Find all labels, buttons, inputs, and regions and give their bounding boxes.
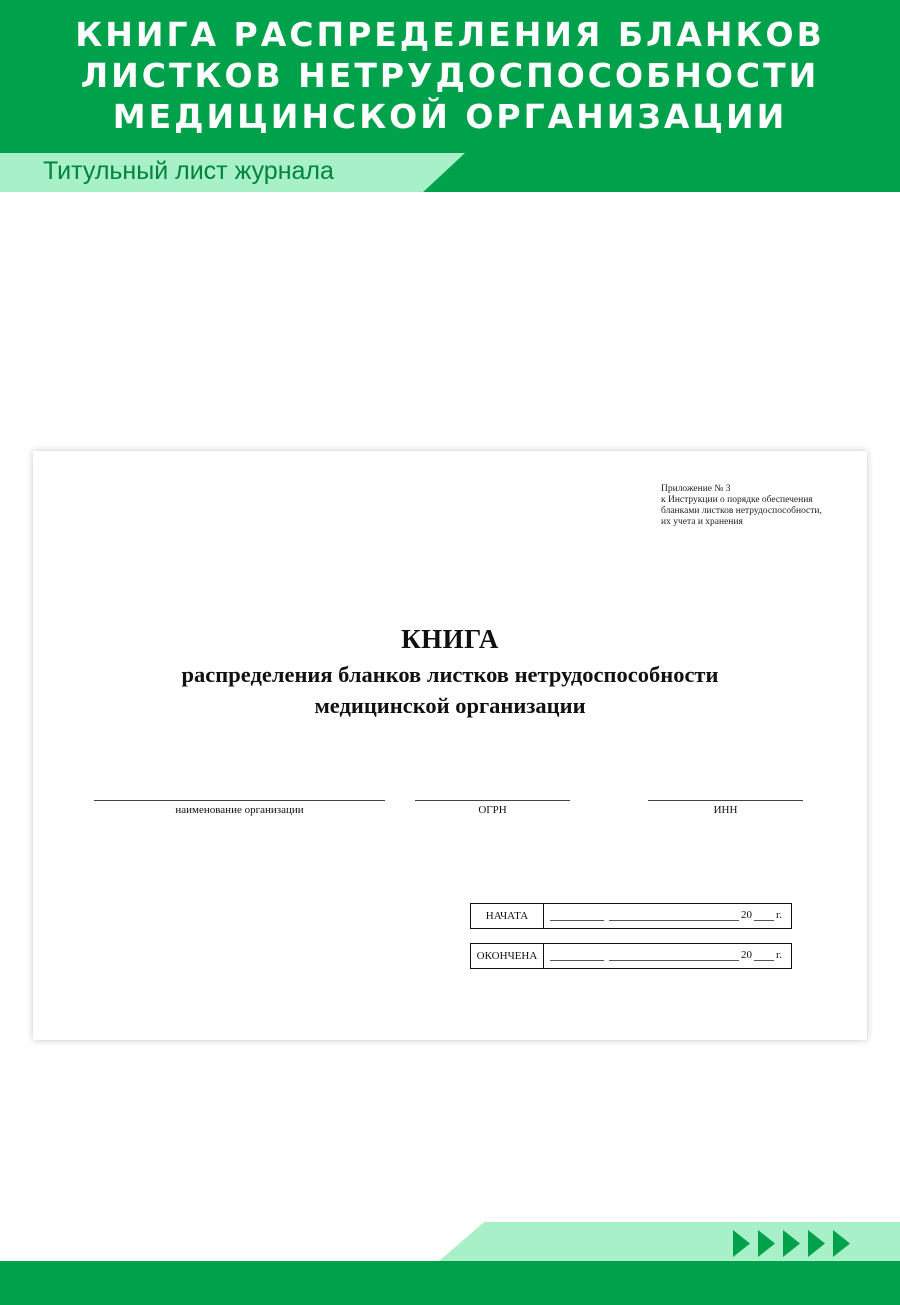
document-subtitle-line-2: медицинской организации bbox=[314, 693, 586, 718]
finished-year-prefix: 20 bbox=[741, 949, 752, 961]
finished-date-fill bbox=[544, 944, 791, 968]
banner-subtitle: Титульный лист журнала bbox=[43, 157, 334, 185]
finished-day-blank bbox=[550, 960, 604, 961]
banner-title-line-3: МЕДИЦИНСКОЙ ОРГАНИЗАЦИИ bbox=[112, 97, 788, 136]
organization-name-line bbox=[94, 800, 385, 801]
document-subtitle-line-1: распределения бланков листков нетрудоспособности bbox=[181, 662, 719, 687]
started-date-fill bbox=[544, 904, 791, 928]
document-sheet bbox=[33, 451, 867, 1040]
document-subtitle bbox=[33, 659, 867, 721]
arrow-right-icon bbox=[783, 1230, 800, 1257]
started-month-blank bbox=[609, 920, 739, 921]
inn-line bbox=[648, 800, 803, 801]
appendix-line-3: бланками листков нетрудоспособности, bbox=[661, 506, 822, 516]
document-title: КНИГА bbox=[401, 624, 499, 654]
finished-month-blank bbox=[609, 960, 739, 961]
appendix-line-4: их учета и хранения bbox=[661, 517, 743, 527]
arrow-right-icon bbox=[758, 1230, 775, 1257]
banner-title-line-1: КНИГА РАСПРЕДЕЛЕНИЯ БЛАНКОВ bbox=[75, 15, 825, 54]
started-date-box bbox=[470, 903, 792, 929]
ogrn-label: ОГРН bbox=[478, 804, 507, 816]
finished-label: ОКОНЧЕНА bbox=[471, 944, 544, 968]
finished-date-box bbox=[470, 943, 792, 969]
arrow-group bbox=[733, 1230, 858, 1257]
inn-label: ИНН bbox=[713, 804, 738, 816]
ogrn-line bbox=[415, 800, 570, 801]
arrow-right-icon bbox=[808, 1230, 825, 1257]
appendix-line-2: к Инструкции о порядке обеспечения bbox=[661, 495, 813, 505]
footer-bar bbox=[0, 1261, 900, 1305]
started-day-blank bbox=[550, 920, 604, 921]
started-label: НАЧАТА bbox=[471, 904, 544, 928]
started-year-blank bbox=[754, 920, 774, 921]
organization-name-label: наименование организации bbox=[175, 804, 304, 816]
banner-title-line-2: ЛИСТКОВ НЕТРУДОСПОСОБНОСТИ bbox=[80, 56, 820, 95]
finished-year-blank bbox=[754, 960, 774, 961]
banner-title bbox=[0, 14, 900, 137]
arrow-right-icon bbox=[733, 1230, 750, 1257]
arrow-right-icon bbox=[833, 1230, 850, 1257]
finished-year-suffix: г. bbox=[776, 949, 783, 961]
appendix-note bbox=[661, 484, 861, 528]
appendix-line-1: Приложение № 3 bbox=[661, 484, 731, 494]
started-year-prefix: 20 bbox=[741, 909, 752, 921]
started-year-suffix: г. bbox=[776, 909, 783, 921]
